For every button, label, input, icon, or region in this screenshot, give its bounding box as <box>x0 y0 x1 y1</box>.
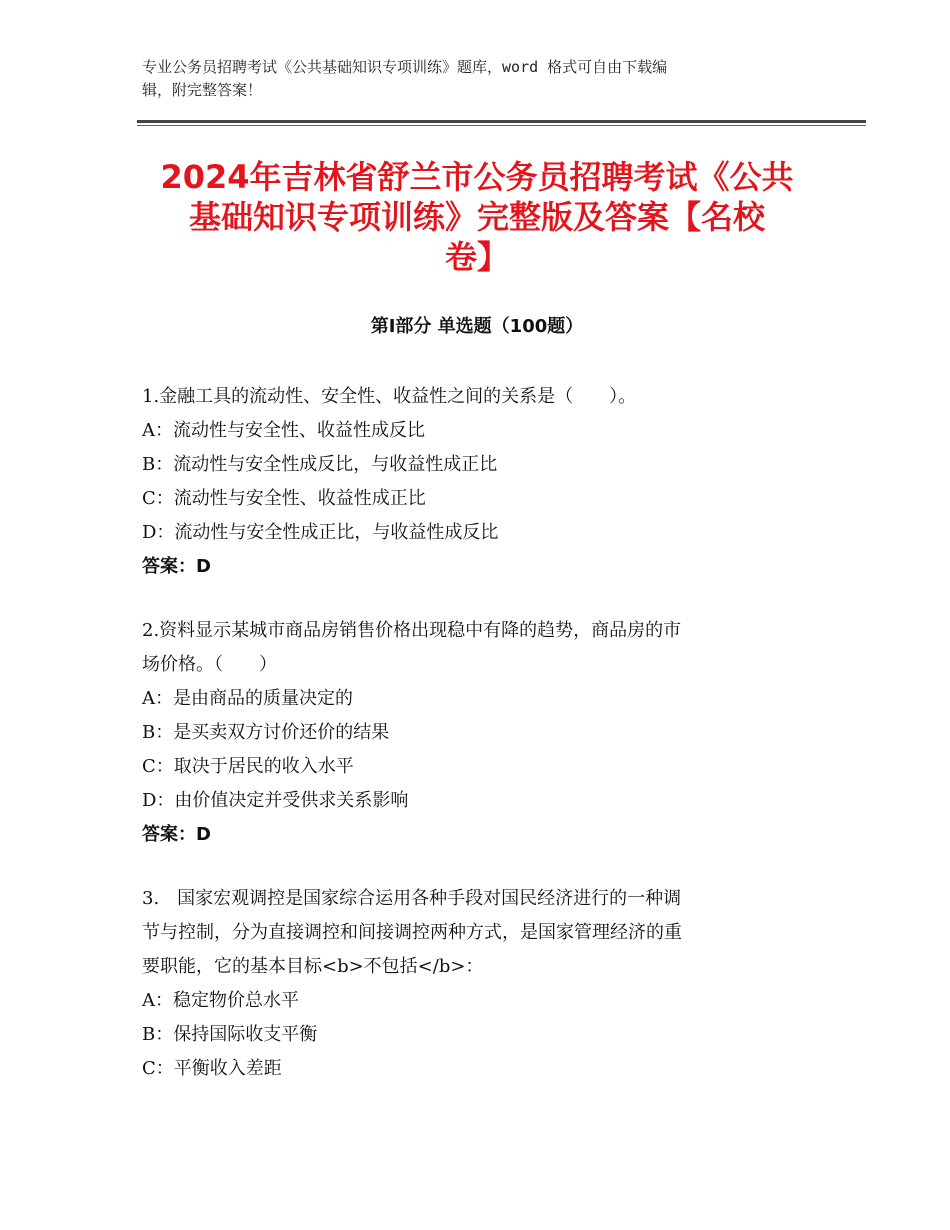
question-list <box>142 380 807 1116</box>
answer: 答案：D <box>142 824 211 845</box>
header-divider-thick <box>137 120 866 123</box>
option-b: B：流动性与安全性成反比，与收益性成正比 <box>142 454 498 475</box>
question-3 <box>142 882 807 1086</box>
option-b: B：保持国际收支平衡 <box>142 1024 318 1045</box>
question-1 <box>142 380 807 584</box>
title-line-2: 基础知识专项训练》完整版及答案【名校 <box>188 198 765 236</box>
question-stem: 1.金融工具的流动性、安全性、收益性之间的关系是（ ）。 <box>142 386 637 407</box>
answer: 答案：D <box>142 556 211 577</box>
option-b: B：是买卖双方讨价还价的结果 <box>142 722 390 743</box>
option-c: C：取决于居民的收入水平 <box>142 756 354 777</box>
option-c: C：流动性与安全性、收益性成正比 <box>142 488 426 509</box>
question-stem-line-1: 3. 国家宏观调控是国家综合运用各种手段对国民经济进行的一种调 <box>142 888 682 909</box>
header-divider-thin <box>137 125 866 126</box>
option-d: D：由价值决定并受供求关系影响 <box>142 790 409 811</box>
question-2 <box>142 614 807 852</box>
option-a: A：流动性与安全性、收益性成反比 <box>142 420 425 441</box>
header-line-1: 专业公务员招聘考试《公共基础知识专项训练》题库，word 格式可自由下载编 <box>142 58 668 76</box>
document-title <box>137 157 817 277</box>
section-title: 第Ⅰ部分 单选题（100题） <box>370 316 584 337</box>
question-stem-line-2: 节与控制，分为直接调控和间接调控两种方式，是国家管理经济的重 <box>142 922 682 943</box>
document-header <box>142 56 822 102</box>
header-line-2: 辑，附完整答案！ <box>142 81 263 99</box>
question-stem-line-3: 要职能，它的基本目标<b>不包括</b>： <box>142 956 484 977</box>
question-stem-line-1: 2.资料显示某城市商品房销售价格出现稳中有降的趋势，商品房的市 <box>142 620 682 641</box>
option-c: C：平衡收入差距 <box>142 1058 282 1079</box>
question-stem-line-2: 场价格。（ ） <box>142 654 277 675</box>
title-line-1: 2024年吉林省舒兰市公务员招聘考试《公共 <box>160 158 794 196</box>
option-d: D：流动性与安全性成正比，与收益性成反比 <box>142 522 499 543</box>
title-line-3: 卷】 <box>444 238 509 276</box>
option-a: A：是由商品的质量决定的 <box>142 688 353 709</box>
option-a: A：稳定物价总水平 <box>142 990 299 1011</box>
